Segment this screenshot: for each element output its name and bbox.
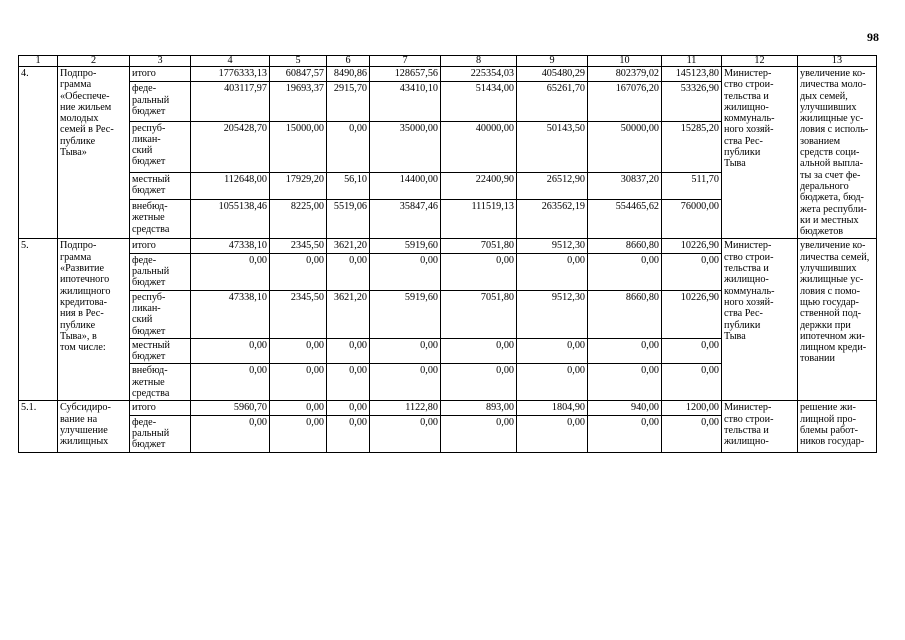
amount-cell: 8660,80 [588, 239, 662, 253]
amount-cell: 65261,70 [517, 82, 588, 121]
amount-cell: 0,00 [517, 364, 588, 401]
column-header: 2 [58, 56, 130, 67]
amount-cell: 22400,90 [441, 172, 517, 199]
amount-cell: 0,00 [662, 253, 722, 290]
amount-cell: 50000,00 [588, 121, 662, 172]
table-row [19, 401, 877, 415]
amount-cell: 0,00 [270, 401, 327, 415]
amount-cell: 5519,06 [327, 200, 370, 239]
funding-source: итого [130, 239, 191, 253]
amount-cell: 403117,97 [191, 82, 270, 121]
page-number: 98 [867, 30, 879, 44]
funding-source: респуб- ликан- ский бюджет [130, 290, 191, 338]
amount-cell: 5919,60 [370, 239, 441, 253]
amount-cell: 225354,03 [441, 67, 517, 82]
funding-source: феде- ральный бюджет [130, 415, 191, 452]
amount-cell: 10226,90 [662, 239, 722, 253]
amount-cell: 940,00 [588, 401, 662, 415]
amount-cell: 0,00 [370, 415, 441, 452]
amount-cell: 0,00 [191, 364, 270, 401]
column-header: 6 [327, 56, 370, 67]
amount-cell: 111519,13 [441, 200, 517, 239]
amount-cell: 0,00 [441, 253, 517, 290]
funding-source: местный бюджет [130, 172, 191, 199]
amount-cell: 0,00 [191, 415, 270, 452]
amount-cell: 2345,50 [270, 239, 327, 253]
item-number: 4. [19, 67, 58, 239]
amount-cell: 14400,00 [370, 172, 441, 199]
amount-cell: 0,00 [441, 364, 517, 401]
funding-source: итого [130, 67, 191, 82]
amount-cell: 167076,20 [588, 82, 662, 121]
amount-cell: 0,00 [270, 253, 327, 290]
column-header: 8 [441, 56, 517, 67]
column-header: 3 [130, 56, 191, 67]
amount-cell: 0,00 [662, 338, 722, 364]
amount-cell: 0,00 [270, 415, 327, 452]
column-header: 9 [517, 56, 588, 67]
amount-cell: 0,00 [370, 338, 441, 364]
amount-cell: 0,00 [517, 415, 588, 452]
amount-cell: 15285,20 [662, 121, 722, 172]
item-number: 5. [19, 239, 58, 401]
item-number: 5.1. [19, 401, 58, 452]
amount-cell: 205428,70 [191, 121, 270, 172]
amount-cell: 2345,50 [270, 290, 327, 338]
amount-cell: 0,00 [588, 253, 662, 290]
program-budget-table [18, 55, 877, 453]
amount-cell: 128657,56 [370, 67, 441, 82]
amount-cell: 0,00 [441, 415, 517, 452]
column-header: 11 [662, 56, 722, 67]
amount-cell: 15000,00 [270, 121, 327, 172]
expected-result: решение жи- лищной про- блемы работ- ников государ- [798, 401, 877, 452]
amount-cell: 263562,19 [517, 200, 588, 239]
amount-cell: 0,00 [370, 364, 441, 401]
column-header: 5 [270, 56, 327, 67]
amount-cell: 0,00 [191, 253, 270, 290]
amount-cell: 0,00 [327, 121, 370, 172]
amount-cell: 9512,30 [517, 239, 588, 253]
funding-source: итого [130, 401, 191, 415]
amount-cell: 5919,60 [370, 290, 441, 338]
amount-cell: 60847,57 [270, 67, 327, 82]
amount-cell: 0,00 [662, 364, 722, 401]
responsible-executor: Министер- ство строи- тельства и жилищно- коммуналь- ного хозяй- ства Рес- публики Тыва [722, 67, 798, 239]
amount-cell: 3621,20 [327, 239, 370, 253]
amount-cell: 1804,90 [517, 401, 588, 415]
amount-cell: 0,00 [517, 253, 588, 290]
amount-cell: 0,00 [662, 415, 722, 452]
amount-cell: 405480,29 [517, 67, 588, 82]
expected-result: увеличение ко- личества моло- дых семей, улучшивших жилищные ус- ловия с исполь- зованием средств соци- альной выпла- ты за счет фе- дерального бюджета, бюд- жета республи- ки и местных бюджетов [798, 67, 877, 239]
amount-cell: 1200,00 [662, 401, 722, 415]
amount-cell: 554465,62 [588, 200, 662, 239]
amount-cell: 0,00 [191, 338, 270, 364]
amount-cell: 0,00 [270, 364, 327, 401]
column-header: 12 [722, 56, 798, 67]
amount-cell: 19693,37 [270, 82, 327, 121]
responsible-executor: Министер- ство строи- тельства и жилищно- [722, 401, 798, 452]
amount-cell: 35000,00 [370, 121, 441, 172]
amount-cell: 0,00 [327, 253, 370, 290]
column-header: 13 [798, 56, 877, 67]
amount-cell: 0,00 [370, 253, 441, 290]
funding-source: феде- ральный бюджет [130, 82, 191, 121]
subprogram-name: Подпро- грамма «Развитие ипотечного жилищного кредитова- ния в Рес- публике Тыва», в том числе: [58, 239, 130, 401]
amount-cell: 802379,02 [588, 67, 662, 82]
amount-cell: 1055138,46 [191, 200, 270, 239]
table-row [19, 239, 877, 253]
expected-result: увеличение ко- личества семей, улучшивших жилищные ус- ловия с помо- щью государ- ственной под- держки при ипотечном жи- лищном креди- товании [798, 239, 877, 401]
amount-cell: 8660,80 [588, 290, 662, 338]
amount-cell: 8490,86 [327, 67, 370, 82]
table-row [19, 67, 877, 82]
amount-cell: 0,00 [441, 338, 517, 364]
amount-cell: 40000,00 [441, 121, 517, 172]
amount-cell: 76000,00 [662, 200, 722, 239]
amount-cell: 50143,50 [517, 121, 588, 172]
amount-cell: 0,00 [327, 401, 370, 415]
amount-cell: 5960,70 [191, 401, 270, 415]
amount-cell: 47338,10 [191, 290, 270, 338]
amount-cell: 0,00 [327, 364, 370, 401]
amount-cell: 0,00 [270, 338, 327, 364]
amount-cell: 0,00 [588, 415, 662, 452]
responsible-executor: Министер- ство строи- тельства и жилищно- коммуналь- ного хозяй- ства Рес- публики Тыва [722, 239, 798, 401]
subprogram-name: Подпро- грамма «Обеспече- ние жильем молодых семей в Рес- публике Тыва» [58, 67, 130, 239]
amount-cell: 0,00 [327, 338, 370, 364]
amount-cell: 1776333,13 [191, 67, 270, 82]
amount-cell: 56,10 [327, 172, 370, 199]
amount-cell: 7051,80 [441, 290, 517, 338]
column-header: 4 [191, 56, 270, 67]
amount-cell: 112648,00 [191, 172, 270, 199]
column-header-row [19, 56, 877, 67]
amount-cell: 893,00 [441, 401, 517, 415]
amount-cell: 51434,00 [441, 82, 517, 121]
table-body [19, 56, 877, 453]
funding-source: внебюд- жетные средства [130, 200, 191, 239]
amount-cell: 26512,90 [517, 172, 588, 199]
amount-cell: 0,00 [517, 338, 588, 364]
column-header: 1 [19, 56, 58, 67]
amount-cell: 2915,70 [327, 82, 370, 121]
column-header: 7 [370, 56, 441, 67]
amount-cell: 35847,46 [370, 200, 441, 239]
column-header: 10 [588, 56, 662, 67]
amount-cell: 0,00 [327, 415, 370, 452]
amount-cell: 1122,80 [370, 401, 441, 415]
amount-cell: 47338,10 [191, 239, 270, 253]
amount-cell: 7051,80 [441, 239, 517, 253]
funding-source: местный бюджет [130, 338, 191, 364]
amount-cell: 17929,20 [270, 172, 327, 199]
amount-cell: 0,00 [588, 338, 662, 364]
amount-cell: 145123,80 [662, 67, 722, 82]
amount-cell: 43410,10 [370, 82, 441, 121]
amount-cell: 10226,90 [662, 290, 722, 338]
amount-cell: 0,00 [588, 364, 662, 401]
funding-source: респуб- ликан- ский бюджет [130, 121, 191, 172]
amount-cell: 53326,90 [662, 82, 722, 121]
amount-cell: 9512,30 [517, 290, 588, 338]
amount-cell: 30837,20 [588, 172, 662, 199]
funding-source: феде- ральный бюджет [130, 253, 191, 290]
funding-source: внебюд- жетные средства [130, 364, 191, 401]
amount-cell: 511,70 [662, 172, 722, 199]
amount-cell: 8225,00 [270, 200, 327, 239]
amount-cell: 3621,20 [327, 290, 370, 338]
subprogram-name: Субсидиро- вание на улучшение жилищных [58, 401, 130, 452]
